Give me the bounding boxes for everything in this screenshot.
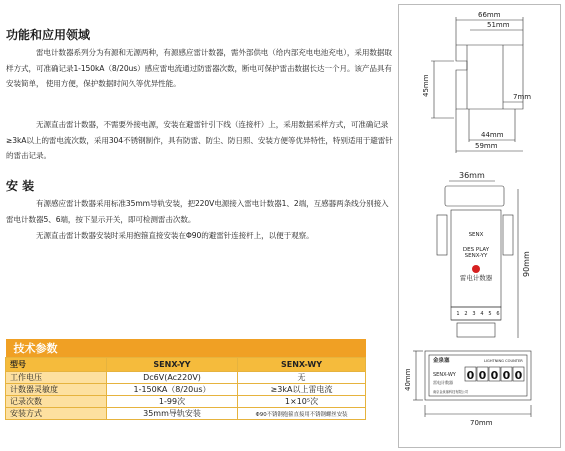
specs-table bbox=[5, 339, 366, 420]
device2-brand: 金泉塞 bbox=[433, 358, 450, 364]
specs-title: 技术参数 bbox=[6, 339, 366, 358]
counter-digit: 0 bbox=[466, 369, 475, 382]
terminal-label: 2 bbox=[464, 311, 468, 317]
paragraph-active-counter: 雷电计数器系列分为有源和无源两种，有源感应雷计数器，需外部供电（给内部充电电池充电），采用数据取样方式，可准确记录1-150kA（8/20us）感应雷电流通过防雷器次数，断电可保护雷击数据长达一个月。该产品具有安装简单， 使用方便，保护数据时间久等优异性能。 bbox=[6, 48, 392, 88]
terminal-label: 4 bbox=[480, 311, 484, 317]
section-heading-install: 安 装 bbox=[6, 179, 35, 193]
dim-label: 70mm bbox=[470, 419, 493, 427]
device1-brand: SENX bbox=[468, 232, 484, 238]
drawings-panel bbox=[398, 4, 561, 448]
table-cell: 1-99次 bbox=[107, 396, 238, 408]
device2-name: 雷电计数器 bbox=[433, 380, 453, 385]
counter-digit: 0 bbox=[490, 369, 499, 382]
device2-model: SENX-WY bbox=[433, 372, 456, 378]
table-row bbox=[6, 408, 366, 420]
table-cell: 1×10⁵次 bbox=[238, 396, 366, 408]
display-button-icon[interactable] bbox=[472, 265, 480, 273]
device2-sub: LIGHTNING COUNTER bbox=[484, 359, 523, 363]
paragraph-install-passive: 无源直击雷计数器安装时采用抱箍直接安装在Φ90的避雷针连接杆上，以便于观察。 bbox=[36, 231, 314, 240]
dim-label: 59mm bbox=[475, 142, 498, 150]
table-cell: ≥3kA以上雷电流 bbox=[238, 384, 366, 396]
table-cell: 35mm导轨安装 bbox=[107, 408, 238, 420]
technical-drawings bbox=[399, 5, 560, 447]
terminal-label: 3 bbox=[472, 311, 476, 317]
dim-label: 45mm bbox=[422, 74, 430, 97]
dim-label: 66mm bbox=[478, 11, 501, 19]
table-cell: 记录次数 bbox=[6, 396, 107, 408]
dim-label: 36mm bbox=[459, 171, 485, 180]
counter-digit: 0 bbox=[502, 369, 511, 382]
paragraph-passive-counter: 无源直击雷计数器，不需要外接电源，安装在避雷针引下线（连接杆）上，采用数据采样方式，可准确记录≥3kA以上的雷电流次数，采用304不锈钢制作，具有防雷、防尘、防日照、安装方便等优异特性，特别适用于避雷针的雷击记录。 bbox=[6, 120, 393, 160]
paragraph-install-active: 有源感应雷计数器采用标准35mm导轨安装，把220V电源接入雷电计数器1、2端，互感器两条线分别接入雷电计数器5、6端，按下显示开关，即可检测雷击次数。 bbox=[6, 199, 389, 224]
table-cell: 1-150KA（8/20us） bbox=[107, 384, 238, 396]
counter-digit: 0 bbox=[478, 369, 487, 382]
table-cell: Φ90不锈钢抱箍直接用不锈钢螺丝安装 bbox=[238, 408, 366, 420]
counter-digit: 0 bbox=[514, 369, 523, 382]
header-cell: SENX-WY bbox=[238, 358, 366, 372]
table-cell: 工作电压 bbox=[6, 372, 107, 384]
terminal-label: 5 bbox=[488, 311, 492, 317]
table-cell: 无 bbox=[238, 372, 366, 384]
header-cell: SENX-YY bbox=[107, 358, 238, 372]
dim-label: 51mm bbox=[487, 21, 510, 29]
terminal-label: 1 bbox=[456, 311, 460, 317]
device1-model: SENX-YY bbox=[464, 253, 488, 259]
table-row bbox=[6, 372, 366, 384]
dim-label: 44mm bbox=[481, 131, 504, 139]
table-cell: Dc6V(Ac220V) bbox=[107, 372, 238, 384]
device1-name: 雷电计数器 bbox=[459, 274, 493, 282]
table-row bbox=[6, 396, 366, 408]
device2-maker: 南京金泉塞科技有限公司 bbox=[433, 390, 469, 394]
table-cell: 安装方式 bbox=[6, 408, 107, 420]
table-cell: 计数器灵敏度 bbox=[6, 384, 107, 396]
section-heading-function: 功能和应用领域 bbox=[6, 28, 91, 42]
dim-label: 40mm bbox=[404, 368, 412, 391]
dim-label: 90mm bbox=[522, 251, 531, 277]
table-header-row bbox=[6, 358, 366, 372]
table-row bbox=[6, 384, 366, 396]
terminal-label: 6 bbox=[496, 311, 500, 317]
dim-label: 7mm bbox=[513, 93, 532, 101]
header-cell: 型号 bbox=[6, 358, 107, 372]
device1-display: DES PLAY bbox=[462, 247, 490, 253]
